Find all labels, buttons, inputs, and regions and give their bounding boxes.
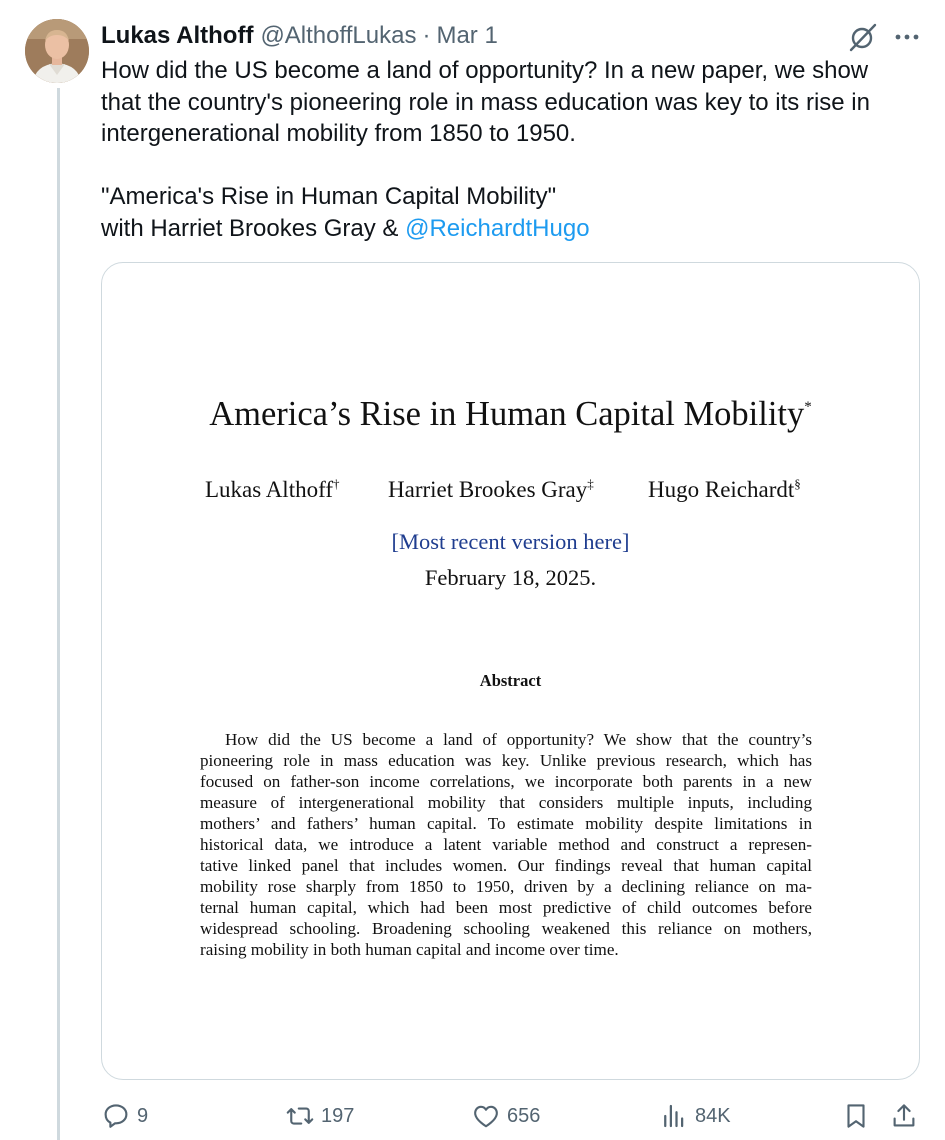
like-count: 656 xyxy=(507,1104,541,1127)
more-icon[interactable] xyxy=(890,20,924,54)
abstract-line: historical data, we introduce a latent variable method and construct a represen- xyxy=(200,835,812,854)
paper-title-mark: * xyxy=(804,399,812,415)
reply-count: 9 xyxy=(137,1104,149,1127)
abstract-line: raising mobility in both human capital and income over time. xyxy=(200,940,619,959)
tweet-date[interactable]: Mar 1 xyxy=(436,22,498,49)
paper-title xyxy=(102,395,919,434)
views-button[interactable] xyxy=(659,1096,731,1136)
abstract-line: focused on father-son income correlations, we incorporate both parents in a new xyxy=(200,772,812,791)
repost-icon xyxy=(285,1101,315,1131)
paper-author-mark: † xyxy=(332,476,340,491)
abstract-line: How did the US become a land of opportunity? We show that the country’s xyxy=(225,730,812,749)
abstract-body xyxy=(200,729,812,960)
repost-button[interactable] xyxy=(285,1096,354,1136)
paper-author xyxy=(205,477,339,503)
bookmark-button[interactable] xyxy=(841,1096,871,1136)
bookmark-icon xyxy=(841,1101,871,1131)
action-bar xyxy=(101,1096,931,1136)
thread-line xyxy=(57,88,60,1140)
author-name[interactable]: Lukas Althoff xyxy=(101,22,254,49)
reply-icon xyxy=(101,1101,131,1131)
tweet-paragraph: How did the US become a land of opportunity? In a new paper, we show that the country's pioneering role in mass education was key to its rise in intergenerational mobility from 1850 to 1950. xyxy=(101,57,870,147)
share-button[interactable] xyxy=(889,1096,919,1136)
grok-icon[interactable] xyxy=(846,20,880,54)
paper-author-name: Hugo Reichardt xyxy=(648,477,795,502)
tweet-header xyxy=(101,18,498,54)
abstract-line: pioneering role in mass education was key. Unlike previous research, which has xyxy=(200,751,812,770)
abstract-line: tative linked panel that includes women. Our findings reveal that human capital xyxy=(200,856,812,875)
paper-author xyxy=(388,477,594,503)
coauthors-text: with Harriet Brookes Gray & xyxy=(101,214,406,242)
like-icon xyxy=(471,1101,501,1131)
tweet-paper-title: "America's Rise in Human Capital Mobility" xyxy=(101,183,557,210)
paper-version-link: [Most recent version here] xyxy=(391,529,630,554)
paper-author-name: Harriet Brookes Gray xyxy=(388,477,588,502)
abstract-line: widespread schooling. Broadening schooling weakened this reliance on mothers, xyxy=(200,919,812,938)
views-icon xyxy=(659,1101,689,1131)
abstract-line: ternal human capital, which had been most predictive of child outcomes before xyxy=(200,898,812,917)
share-icon xyxy=(889,1101,919,1131)
tweet-text xyxy=(101,55,911,244)
mention-link[interactable]: @ReichardtHugo xyxy=(405,214,590,242)
like-button[interactable] xyxy=(471,1096,540,1136)
paper-title-text: America’s Rise in Human Capital Mobility xyxy=(209,395,805,433)
author-handle[interactable]: @AlthoffLukas xyxy=(260,22,417,49)
paper-author-mark: § xyxy=(794,476,801,491)
paper-author-name: Lukas Althoff xyxy=(205,477,333,502)
tweet-coauthors-line xyxy=(101,213,911,245)
paper-author xyxy=(648,477,801,503)
repost-count: 197 xyxy=(321,1104,355,1127)
media-card[interactable] xyxy=(101,262,920,1080)
avatar-photo xyxy=(25,19,89,83)
paper-date: February 18, 2025. xyxy=(424,565,597,590)
abstract-line: mothers’ and fathers’ human capital. To estimate mobility despite limitations in xyxy=(200,814,812,833)
abstract-line: measure of intergenerational mobility that considers multiple inputs, including xyxy=(200,793,812,812)
paper-author-mark: ‡ xyxy=(587,476,594,491)
views-count: 84K xyxy=(695,1104,731,1127)
reply-button[interactable] xyxy=(101,1096,148,1136)
separator-dot: · xyxy=(422,22,431,49)
avatar[interactable] xyxy=(25,19,89,83)
abstract-line: mobility rose sharply from 1850 to 1950, driven by a declining reliance on ma- xyxy=(200,877,812,896)
abstract-heading: Abstract xyxy=(479,671,542,690)
paper-page xyxy=(102,263,919,1079)
